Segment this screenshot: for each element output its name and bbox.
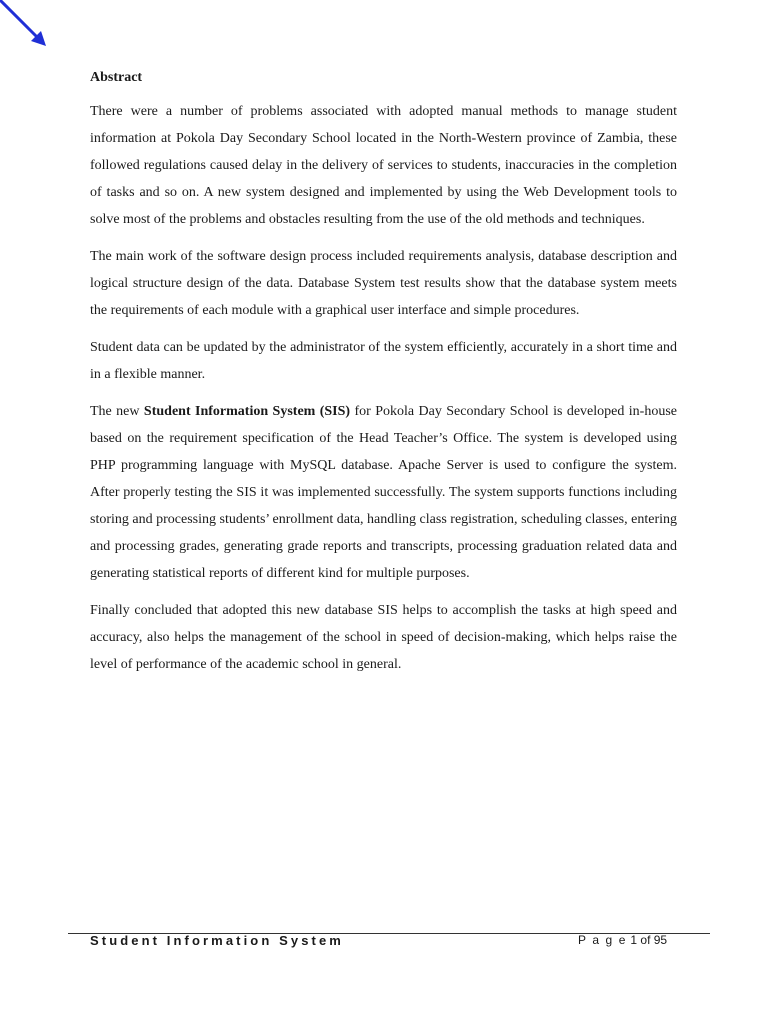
- footer-page-total: of 95: [640, 933, 668, 947]
- footer-title: Student Information System: [90, 933, 344, 948]
- sis-paragraph-intro: The new: [90, 404, 144, 419]
- paragraph-design-process: The main work of the software design process included requirements analysis, database description and logical structure design of the data. Database System test results show that the database system meets the requirements of each module with a graphical user interface and simple procedures.: [90, 249, 677, 318]
- paragraph-conclusion: Finally concluded that adopted this new database SIS helps to accomplish the tasks at high speed and accuracy, also helps the management of the school in speed of decision-making, which helps raise the level of performance of the academic school in general.: [90, 603, 677, 672]
- footer-page-label: P a g e: [578, 933, 628, 947]
- sis-name-bold: Student Information System (SIS): [143, 404, 351, 419]
- footer-page-number: [578, 933, 667, 947]
- footer-page-current: 1: [630, 933, 638, 947]
- paragraph-sis: [90, 398, 677, 587]
- abstract-heading: Abstract: [90, 70, 143, 85]
- sis-paragraph-body: for Pokola Day Secondary School is developed in-house based on the requirement specification of the Head Teacher’s Office. The system is developed using PHP programming language with MySQL database. Apache Server is used to configure the system. After properly testing the SIS it was implemented successfully. The system supports functions including storing and processing students’ enrollment data, handling class registration, scheduling classes, entering and processing grades, generating grade reports and transcripts, processing graduation related data and generating statistical reports of different kind for multiple purposes.: [90, 404, 677, 581]
- document-body: [90, 68, 677, 688]
- paragraph-problems: There were a number of problems associated with adopted manual methods to manage student information at Pokola Day Secondary School located in the North-Western province of Zambia, these followed regulations caused delay in the delivery of services to students, inaccuracies in the completion of tasks and so on. A new system designed and implemented by using the Web Development tools to solve most of the problems and obstacles resulting from the use of the old methods and techniques.: [90, 104, 677, 227]
- arrow-down-right-icon: [0, 0, 52, 52]
- paragraph-student-data: Student data can be updated by the administrator of the system efficiently, accurately in a short time and in a flexible manner.: [90, 340, 677, 382]
